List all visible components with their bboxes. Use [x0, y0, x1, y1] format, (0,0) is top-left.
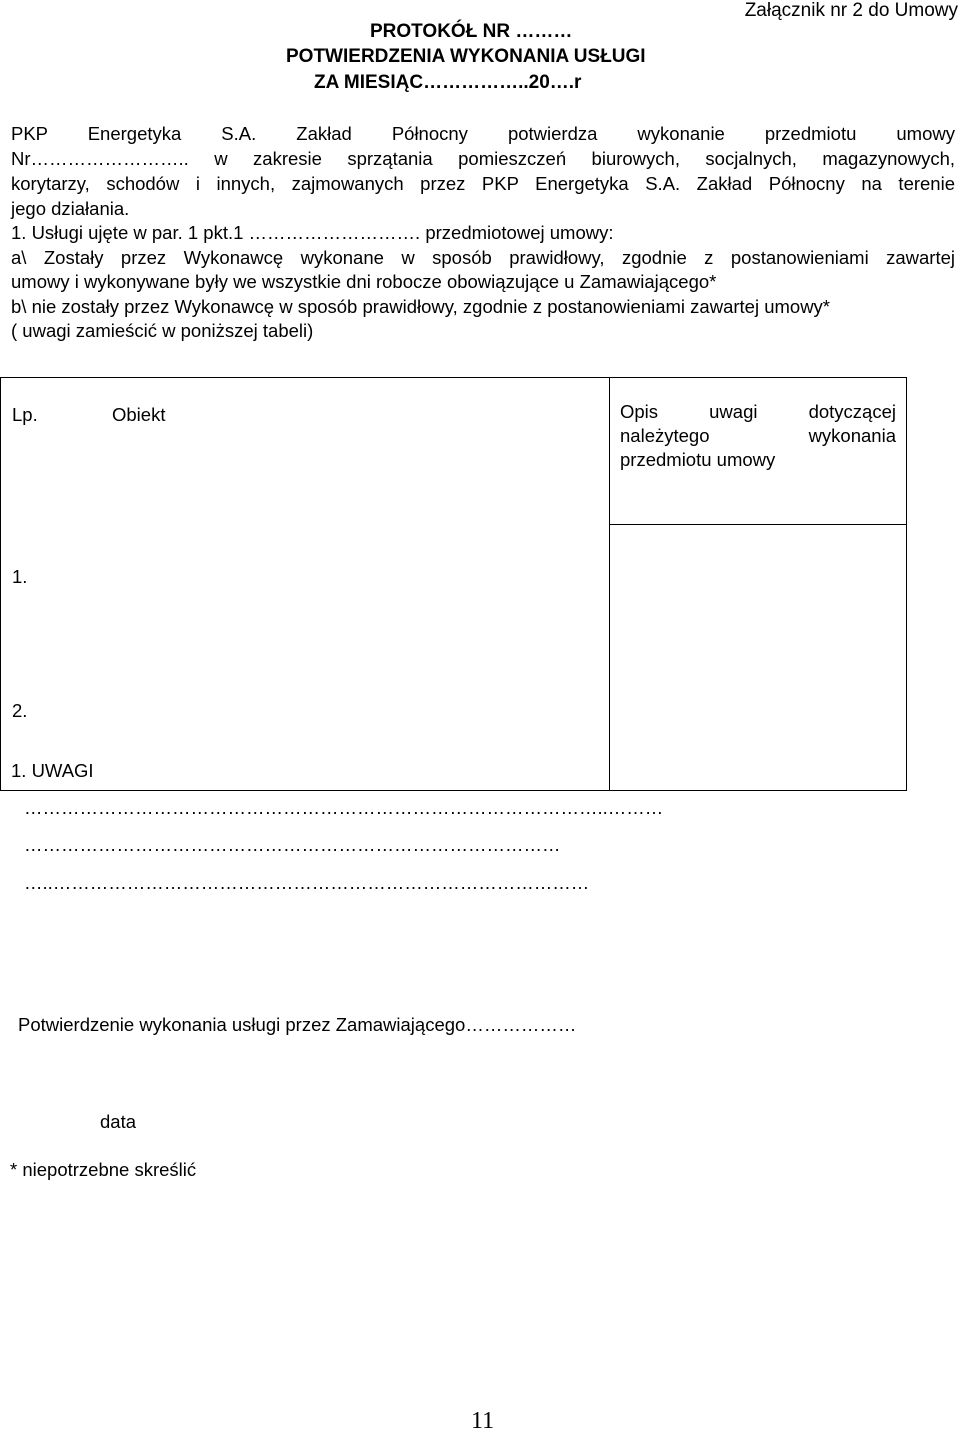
table-row-2-lp: 2. — [1, 678, 109, 791]
page-number: 11 — [471, 1408, 495, 1434]
intro-line-2: Nr…………………….. w zakresie sprzątania pomieszczeń biurowych, socjalnych, magazynowych, — [11, 148, 955, 169]
intro-line-3: korytarzy, schodów i innych, zajmowanych przez PKP Energetyka S.A. Zakład Północny na terenie — [11, 173, 955, 194]
table-row-1-obiekt[interactable] — [108, 524, 610, 678]
table-row-2-obiekt[interactable] — [108, 678, 610, 791]
protocol-title-line2: POTWIERDZENIA WYKONANIA USŁUGI — [286, 46, 646, 67]
clause-b-line-1: b\ nie zostały przez Wykonawcę w sposób prawidłowy, zgodnie z postanowieniami zawartej umowy* — [11, 296, 831, 317]
intro-line-4: jego działania. — [11, 198, 130, 219]
clause-a-line-1: a\ Zostały przez Wykonawcę wykonane w sposób prawidłowy, zgodnie z postanowieniami zawartej — [11, 247, 955, 268]
table-row-2-opis[interactable] — [610, 678, 907, 791]
remarks-dotted-line-1[interactable]: …………………………………………………………………………………..……… — [24, 797, 664, 818]
clause-b-line-2: ( uwagi zamieścić w poniższej tabeli) — [11, 320, 314, 341]
confirmation-text: Potwierdzenie wykonania usługi przez Zamawiającego……………… — [18, 1014, 577, 1035]
clause-a-line-2: umowy i wykonywane były we wszystkie dni robocze obowiązujące u Zamawiającego* — [11, 271, 717, 292]
table-header-lp: Lp. — [1, 378, 109, 525]
remarks-dotted-line-2[interactable]: …………………………………………………………………………… — [24, 834, 561, 855]
date-label: data — [100, 1111, 137, 1132]
table-header-obiekt: Obiekt — [108, 378, 610, 525]
protocol-title-line3: ZA MIESIĄC……………..20….r — [314, 72, 582, 93]
remarks-table — [0, 377, 907, 791]
table-row-1-opis[interactable] — [610, 524, 907, 678]
clause-heading: 1. Usługi ujęte w par. 1 pkt.1 ………………………. przedmiotowej umowy: — [11, 222, 614, 243]
remarks-heading: 1. UWAGI — [11, 760, 94, 781]
attachment-label: Załącznik nr 2 do Umowy — [744, 0, 958, 21]
table-row-1-lp: 1. — [1, 524, 109, 678]
remarks-dotted-line-3[interactable]: …..…………………………………………………………………………… — [24, 872, 590, 893]
intro-line-1: PKP Energetyka S.A. Zakład Północny potwierdza wykonanie przedmiotu umowy — [11, 123, 955, 144]
protocol-title-line1: PROTOKÓŁ NR ……… — [370, 21, 573, 42]
table-header-opis: Opis uwagi dotyczącej należytego wykonania przedmiotu umowy — [610, 378, 907, 525]
footnote: * niepotrzebne skreślić — [10, 1159, 197, 1180]
